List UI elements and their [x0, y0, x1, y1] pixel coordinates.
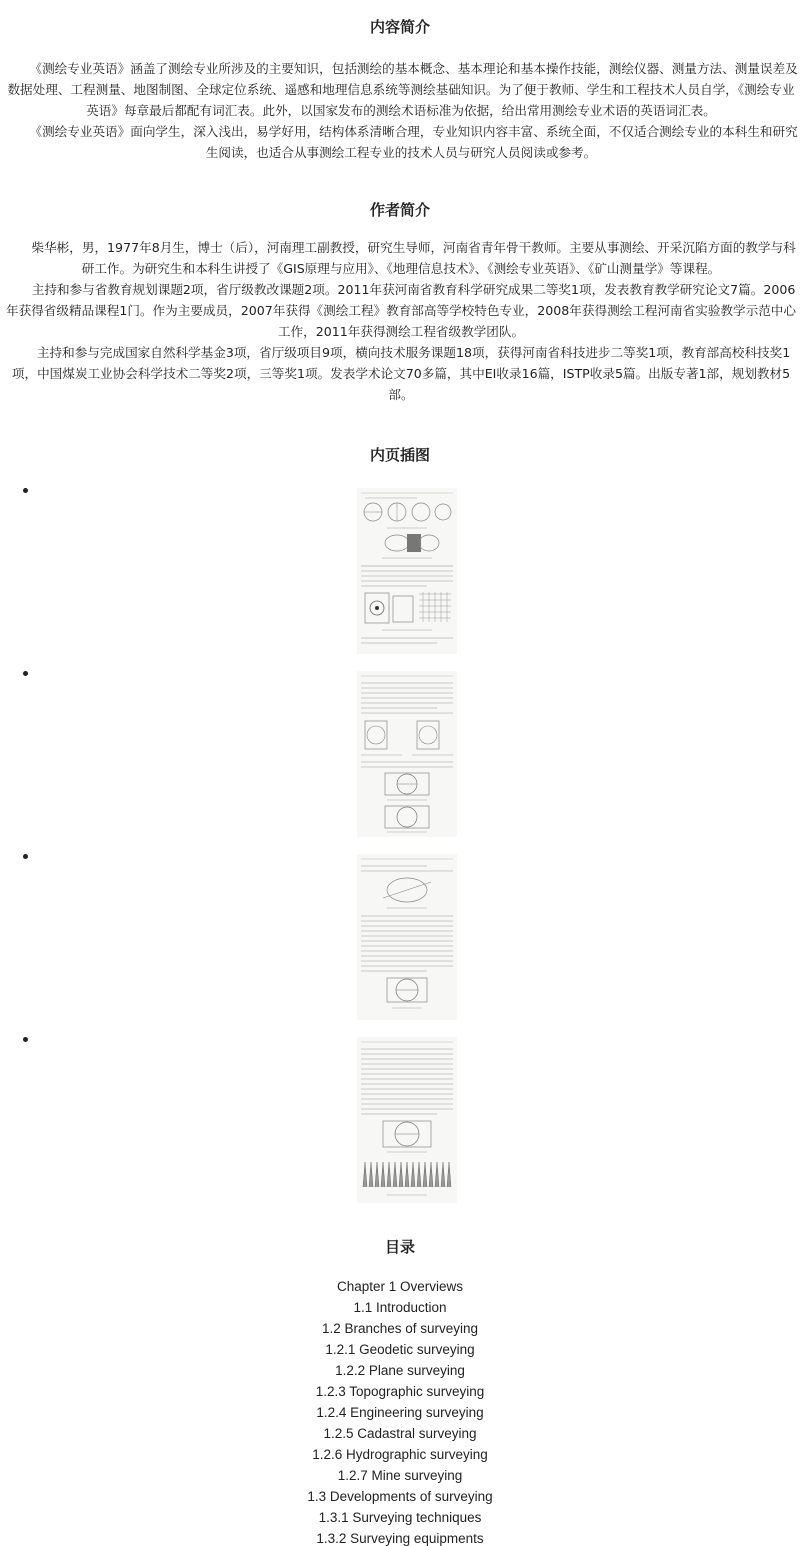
illustration-item — [0, 480, 800, 663]
intro-paragraph-2: 《测绘专业英语》面向学生，深入浅出，易学好用，结构体系清晰合理，专业知识内容丰富、系统全面，不仅适合测绘专业的本科生和研究生阅读，也适合从事测绘工程专业的技术人员与研究人员阅读或参考。 — [29, 124, 798, 160]
illustration-item — [0, 846, 800, 1029]
author-heading: 作者简介 — [369, 201, 430, 219]
toc-item: 1.3.1 Surveying techniques — [318, 1510, 482, 1525]
page-thumbnail-icon — [357, 488, 457, 654]
toc-item: 1.2.1 Geodetic surveying — [325, 1342, 475, 1357]
author-paragraph-1: 柴华彬，男，1977年8月生，博士（后），河南理工副教授，研究生导师，河南省青年骨干教师。主要从事测绘、开采沉陷方面的教学与科研工作。为研究生和本科生讲授了《GIS原理与应用》、《地理信息技术》、《测绘专业英语》、《矿山测量学》等课程。 — [31, 240, 796, 276]
bullet-icon — [23, 854, 28, 859]
toc-item: 1.2 Branches of surveying — [321, 1321, 479, 1336]
bullet-icon — [23, 488, 28, 493]
toc-item: 1.2.2 Plane surveying — [335, 1363, 465, 1378]
toc-item: 1.2.5 Cadastral surveying — [323, 1426, 477, 1441]
toc-item: 1.3 Developments of surveying — [307, 1489, 493, 1504]
bullet-icon — [23, 671, 28, 676]
illustrations-heading: 内页插图 — [369, 446, 430, 464]
author-paragraph-3: 主持和参与完成国家自然科学基金3项，省厅级项目9项，横向技术服务课题18项，获得河南省科技进步二等奖1项，教育部高校科技奖1项，中国煤炭工业协会科学技术二等奖2项，三等奖1项。发表学术论文70多篇，其中EI收录16篇，ISTP收录5篇。出版专著1部，规划教材5部。 — [11, 345, 791, 402]
page-thumbnail-icon — [357, 1037, 457, 1203]
table-of-contents — [0, 1276, 800, 1546]
toc-item: 1.2.4 Engineering surveying — [316, 1405, 484, 1420]
author-paragraph-2: 主持和参与省教育规划课题2项，省厅级教改课题2项。2011年获河南省教育科学研究成果二等奖1项，发表教育教学研究论文7篇。2006年获得省级精品课程1门。作为主要成员，2007年获得《测绘工程》教育部高等学校特色专业，2008年获得测绘工程河南省实验教学示范中心工作，2011年获得测绘工程省级教学团队。 — [6, 282, 796, 339]
bullet-icon — [23, 1037, 28, 1042]
toc-item: 1.2.6 Hydrographic surveying — [312, 1447, 488, 1462]
intro-heading: 内容简介 — [369, 18, 430, 36]
page-thumbnail-4[interactable] — [357, 1037, 457, 1203]
page-thumbnail-icon — [357, 671, 457, 837]
toc-item: 1.2.7 Mine surveying — [337, 1468, 463, 1483]
toc-item: 1.3.2 Surveying equipments — [316, 1531, 484, 1546]
toc-heading: 目录 — [384, 1238, 415, 1256]
toc-item: 1.2.3 Topographic surveying — [315, 1384, 485, 1399]
illustration-item — [0, 663, 800, 846]
toc-item: Chapter 1 Overviews — [336, 1279, 464, 1294]
intro-paragraph-1: 《测绘专业英语》涵盖了测绘专业所涉及的主要知识，包括测绘的基本概念、基本理论和基本操作技能，测绘仪器、测量方法、测量误差及数据处理、工程测量、地图制图、全球定位系统、遥感和地理信息系统等测绘基础知识。为了便于教师、学生和工程技术人员自学，《测绘专业英语》每章最后都配有词汇表。此外，以国家发布的测绘术语标准为依据，给出常用测绘专业术语的英语词汇表。 — [7, 61, 798, 118]
page-thumbnail-3[interactable] — [357, 854, 457, 1020]
intro-text — [4, 58, 798, 163]
illustration-list — [0, 480, 800, 1212]
illustration-item — [0, 1029, 800, 1212]
page-thumbnail-icon — [357, 854, 457, 1020]
page-thumbnail-1[interactable] — [357, 488, 457, 654]
page-thumbnail-2[interactable] — [357, 671, 457, 837]
toc-item: 1.1 Introduction — [353, 1300, 447, 1315]
author-text — [4, 237, 798, 405]
